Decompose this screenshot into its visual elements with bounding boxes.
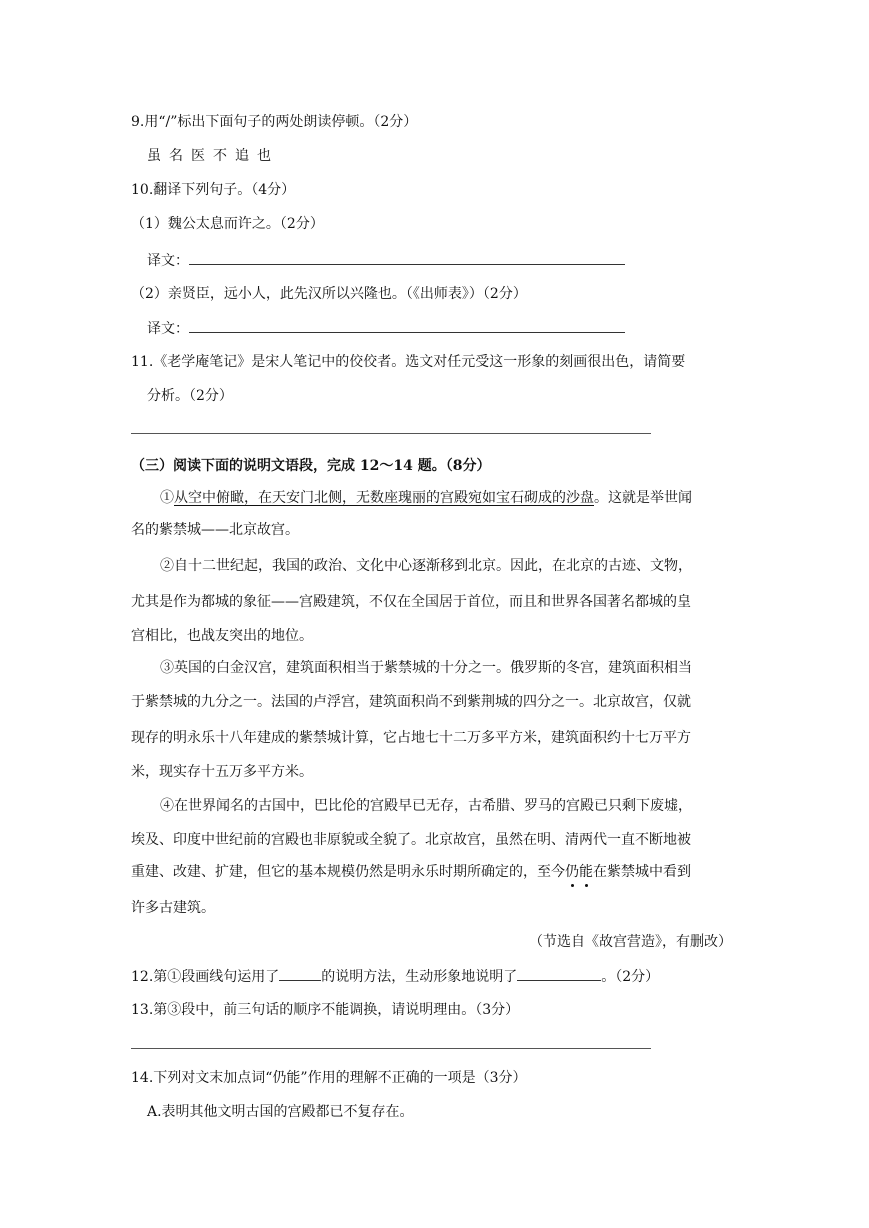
emphasis-dot-char: 能 <box>579 864 593 880</box>
q11-line1: 11.《老学庵笔记》是宋人笔记中的佼佼者。选文对任元受这一形象的刻画很出色，请简要 <box>131 354 686 370</box>
paragraph-2-line3: 宫相比，也战友突出的地位。 <box>131 628 313 644</box>
paragraph-4-line3 <box>131 862 691 882</box>
q10-item1: （1）魏公太息而许之。（2分） <box>131 216 324 232</box>
paragraph-4-line1: ④在世界闻名的古国中，巴比伦的宫殿早已无存，古希腊、罗马的宫殿已只剩下废墟， <box>160 798 692 814</box>
paragraph-4-line2: 埃及、印度中世纪前的宫殿也非原貌或全貌了。北京故宫，虽然在明、清两代一直不断地被 <box>131 832 691 848</box>
q10-item2: （2）亲贤臣，远小人，此先汉所以兴隆也。（《出师表》）（2分） <box>131 286 527 302</box>
paragraph-1-line1 <box>160 488 692 508</box>
q13-title: 13.第③段中，前三句话的顺序不能调换，请说明理由。（3分） <box>131 1002 520 1018</box>
q9-title: 9.用“/”标出下面句子的两处朗读停顿。（2分） <box>131 114 418 130</box>
answer-blank-method[interactable] <box>279 966 321 981</box>
q10-translation2 <box>147 318 625 339</box>
answer-line-q11[interactable] <box>131 433 651 434</box>
underlined-sentence: 从空中俯瞰，在天安门北侧，无数座瑰丽的宫殿宛如宝石砌成的沙盘 <box>174 490 594 506</box>
q9-sentence: 虽名医不追也 <box>147 148 279 164</box>
paragraph-4-line4: 许多古建筑。 <box>131 900 215 916</box>
paragraph-1-line2: 名的紫禁城——北京故宫。 <box>131 522 299 538</box>
q12 <box>131 966 659 987</box>
q10-title: 10.翻译下列句子。（4分） <box>131 182 296 198</box>
answer-blank-1[interactable] <box>189 250 625 265</box>
paragraph-2-line2: 尤其是作为都城的象征——宫殿建筑，不仅在全国居于首位，而且和世界各国著名都城的皇 <box>131 594 691 610</box>
q12-middle: 的说明方法，生动形象地说明了 <box>321 969 518 985</box>
answer-line-q13[interactable] <box>131 1048 651 1049</box>
q10-translation1 <box>147 250 625 271</box>
q12-prefix: 12.第①段画线句运用了 <box>131 969 280 985</box>
paragraph-3-line4: 米，现实存十五万多平方米。 <box>131 764 313 780</box>
q11-line2: 分析。（2分） <box>147 388 233 404</box>
q14-option-a[interactable]: A.表明其他文明古国的宫殿都已不复存在。 <box>147 1104 414 1120</box>
emphasis-dot-char: 仍 <box>565 864 579 880</box>
paragraph-3-line1: ③英国的白金汉宫，建筑面积相当于紫禁城的十分之一。俄罗斯的冬宫，建筑面积相当 <box>160 660 692 676</box>
paragraph-4-line3-suffix: 在紫禁城中看到 <box>593 864 691 880</box>
section3-heading: （三）阅读下面的说明文语段，完成 12～14 题。（8分） <box>131 458 491 474</box>
q12-suffix: 。（2分） <box>601 969 660 985</box>
paragraph-1-suffix: 。这就是举世闻 <box>594 490 692 506</box>
translation-label: 译文： <box>147 253 189 269</box>
paragraph-3-line2: 于紫禁城的九分之一。法国的卢浮宫，建筑面积尚不到紫荆城的四分之一。北京故宫，仅就 <box>131 694 691 710</box>
paragraph-4-line3-prefix: 重建、改建、扩建，但它的基本规模仍然是明永乐时期所确定的，至今 <box>131 864 565 880</box>
paragraph-1-number: ① <box>160 490 174 506</box>
paragraph-2-line1: ②自十二世纪起，我国的政治、文化中心逐渐移到北京。因此，在北京的古迹、文物， <box>160 558 692 574</box>
paragraph-3-line3: 现存的明永乐十八年建成的紫禁城计算，它占地七十二万多平方米，建筑面积约十七万平方 <box>131 730 691 746</box>
answer-blank-2[interactable] <box>189 318 625 333</box>
q14-title: 14.下列对文末加点词“仍能”作用的理解不正确的一项是（3分） <box>131 1070 527 1086</box>
translation-label: 译文： <box>147 321 189 337</box>
answer-blank-content[interactable] <box>517 966 601 981</box>
source-note: （节选自《故宫营造》，有删改） <box>529 934 732 950</box>
